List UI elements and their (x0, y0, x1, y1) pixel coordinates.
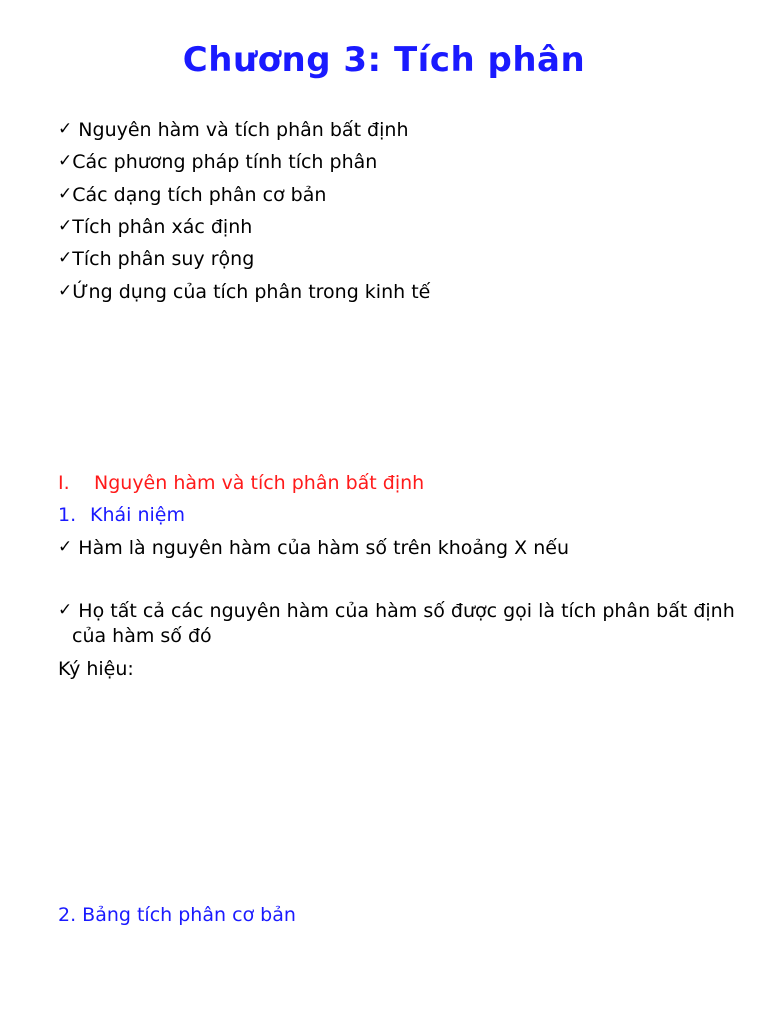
outline-item-text: Các dạng tích phân cơ bản (72, 184, 327, 206)
checkmark-icon: ✓ (58, 216, 73, 236)
outline-item (58, 214, 252, 239)
checkmark-icon: ✓ (58, 248, 73, 268)
outline-item-text: Ứng dụng của tích phân trong kinh tế (72, 281, 431, 303)
outline-item (58, 246, 254, 271)
checkmark-icon: ✓ (58, 537, 73, 557)
checkmark-icon: ✓ (58, 151, 73, 171)
subsection-heading (58, 503, 185, 527)
definition-line (58, 598, 735, 623)
outline-item (58, 279, 430, 304)
section-number: I. (58, 472, 70, 494)
definition-continuation: của hàm số đó (72, 625, 212, 647)
definition-line (58, 535, 569, 560)
outline-item (58, 117, 408, 142)
notation-label: Ký hiệu: (58, 658, 134, 680)
page-title: Chương 3: Tích phân (182, 40, 586, 80)
section-heading-text: Nguyên hàm và tích phân bất định (94, 472, 425, 494)
checkmark-icon: ✓ (58, 119, 73, 139)
checkmark-icon: ✓ (58, 281, 73, 301)
outline-item-text: Tích phân suy rộng (72, 248, 255, 270)
outline-item-text: Tích phân xác định (72, 216, 253, 238)
checkmark-icon: ✓ (58, 184, 73, 204)
outline-item (58, 149, 377, 174)
outline-item (58, 182, 326, 207)
checkmark-icon: ✓ (58, 600, 73, 620)
subsection-heading-text: Khái niệm (90, 504, 185, 526)
outline-item-text: Các phương pháp tính tích phân (72, 151, 378, 173)
subsection-number: 1. (58, 504, 77, 526)
definition-text: Họ tất cả các nguyên hàm của hàm số được gọi là tích phân bất định (72, 600, 735, 622)
subsection-heading: 2. Bảng tích phân cơ bản (58, 904, 296, 926)
definition-text: Hàm là nguyên hàm của hàm số trên khoảng X nếu (72, 537, 569, 559)
outline-item-text: Nguyên hàm và tích phân bất định (72, 119, 409, 141)
section-heading (58, 471, 424, 495)
